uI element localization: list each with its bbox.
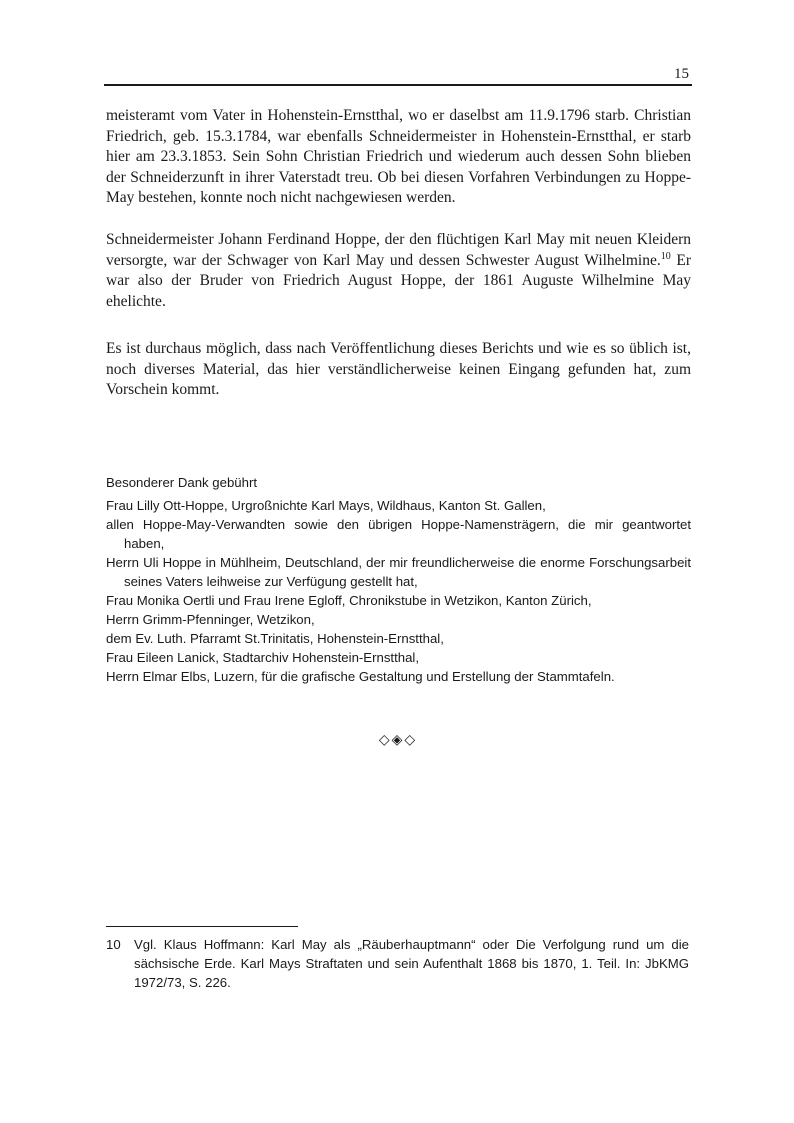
footnote-reference[interactable]: 10	[660, 250, 671, 262]
list-item: allen Hoppe-May-Verwandten sowie den übrigen Hoppe-Namensträgern, die mir geantwortet haben,	[106, 517, 691, 551]
footnote-text: Vgl. Klaus Hoffmann: Karl May als „Räuberhauptmann“ oder Die Verfolgung rund um die sächsische Erde. Karl Mays Straftaten und sein Aufenthalt 1868 bis 1870, 1. Teil. In: JbKMG 1972/73, S. 226.	[134, 937, 689, 990]
list-item: Frau Eileen Lanick, Stadtarchiv Hohenstein-Ernstthal,	[106, 650, 419, 665]
list-item: Herrn Grimm-Pfenninger, Wetzikon,	[106, 612, 315, 627]
footnote-marker: 10	[106, 937, 121, 952]
section-ornament: ◇◈◇	[378, 732, 418, 748]
acknowledgements-heading: Besonderer Dank gebührt	[106, 475, 258, 490]
header-rule	[104, 84, 692, 86]
paragraph-text: meisteramt vom Vater in Hohenstein-Ernstthal, wo er daselbst am 11.9.1796 starb. Christian Friedrich, geb. 15.3.1784, war ebenfalls Schneidermeister in Hohenstein-Ernstthal, er starb hier am 23.3.1853. Sein Sohn Christian Friedrich und wiederum auch dessen Sohn blieben der Schneiderzunft in ihrer Vaterstadt treu. Ob bei diesen Vorfahren Verbindungen zu Hoppe-May bestehen, konnte noch nicht nachgewiesen werden.	[106, 107, 691, 206]
list-item: Frau Lilly Ott-Hoppe, Urgroßnichte Karl Mays, Wildhaus, Kanton St. Gallen,	[106, 498, 546, 513]
acknowledgements-list	[106, 496, 691, 686]
paragraph-text: Es ist durchaus möglich, dass nach Veröffentlichung dieses Berichts und wie es so üblich ist, noch diverses Material, das hier verständlicherweise keinen Eingang gefunden hat, zum Vorschein kommt.	[106, 340, 691, 398]
footnote	[106, 935, 689, 992]
footnote-rule	[106, 926, 298, 927]
acknowledgements	[106, 473, 691, 686]
page-number: 15	[674, 66, 689, 82]
paragraph-text	[106, 230, 691, 312]
paragraph-text-after: Er war also der Bruder von Friedrich August Hoppe, der 1861 Auguste Wilhelmine May ehelichte.	[106, 251, 691, 310]
list-item: dem Ev. Luth. Pfarramt St.Trinitatis, Hohenstein-Ernstthal,	[106, 631, 444, 646]
list-item: Frau Monika Oertli und Frau Irene Egloff, Chronikstube in Wetzikon, Kanton Zürich,	[106, 593, 592, 608]
list-item: Herrn Uli Hoppe in Mühlheim, Deutschland, der mir freundlicherweise die enorme Forschungsarbeit seines Vaters leihweise zur Verfügung gestellt hat,	[106, 555, 691, 589]
paragraph-text-before: Schneidermeister Johann Ferdinand Hoppe, der den flüchtigen Karl May mit neuen Kleidern versorgte, war der Schwager von Karl May und dessen Schwester August Wilhelmine.	[106, 231, 691, 269]
body-paragraph-3	[106, 339, 691, 401]
body-paragraph-2	[106, 230, 691, 312]
list-item: Herrn Elmar Elbs, Luzern, für die grafische Gestaltung und Erstellung der Stammtafeln.	[106, 669, 615, 684]
body-paragraph-1	[106, 106, 691, 209]
